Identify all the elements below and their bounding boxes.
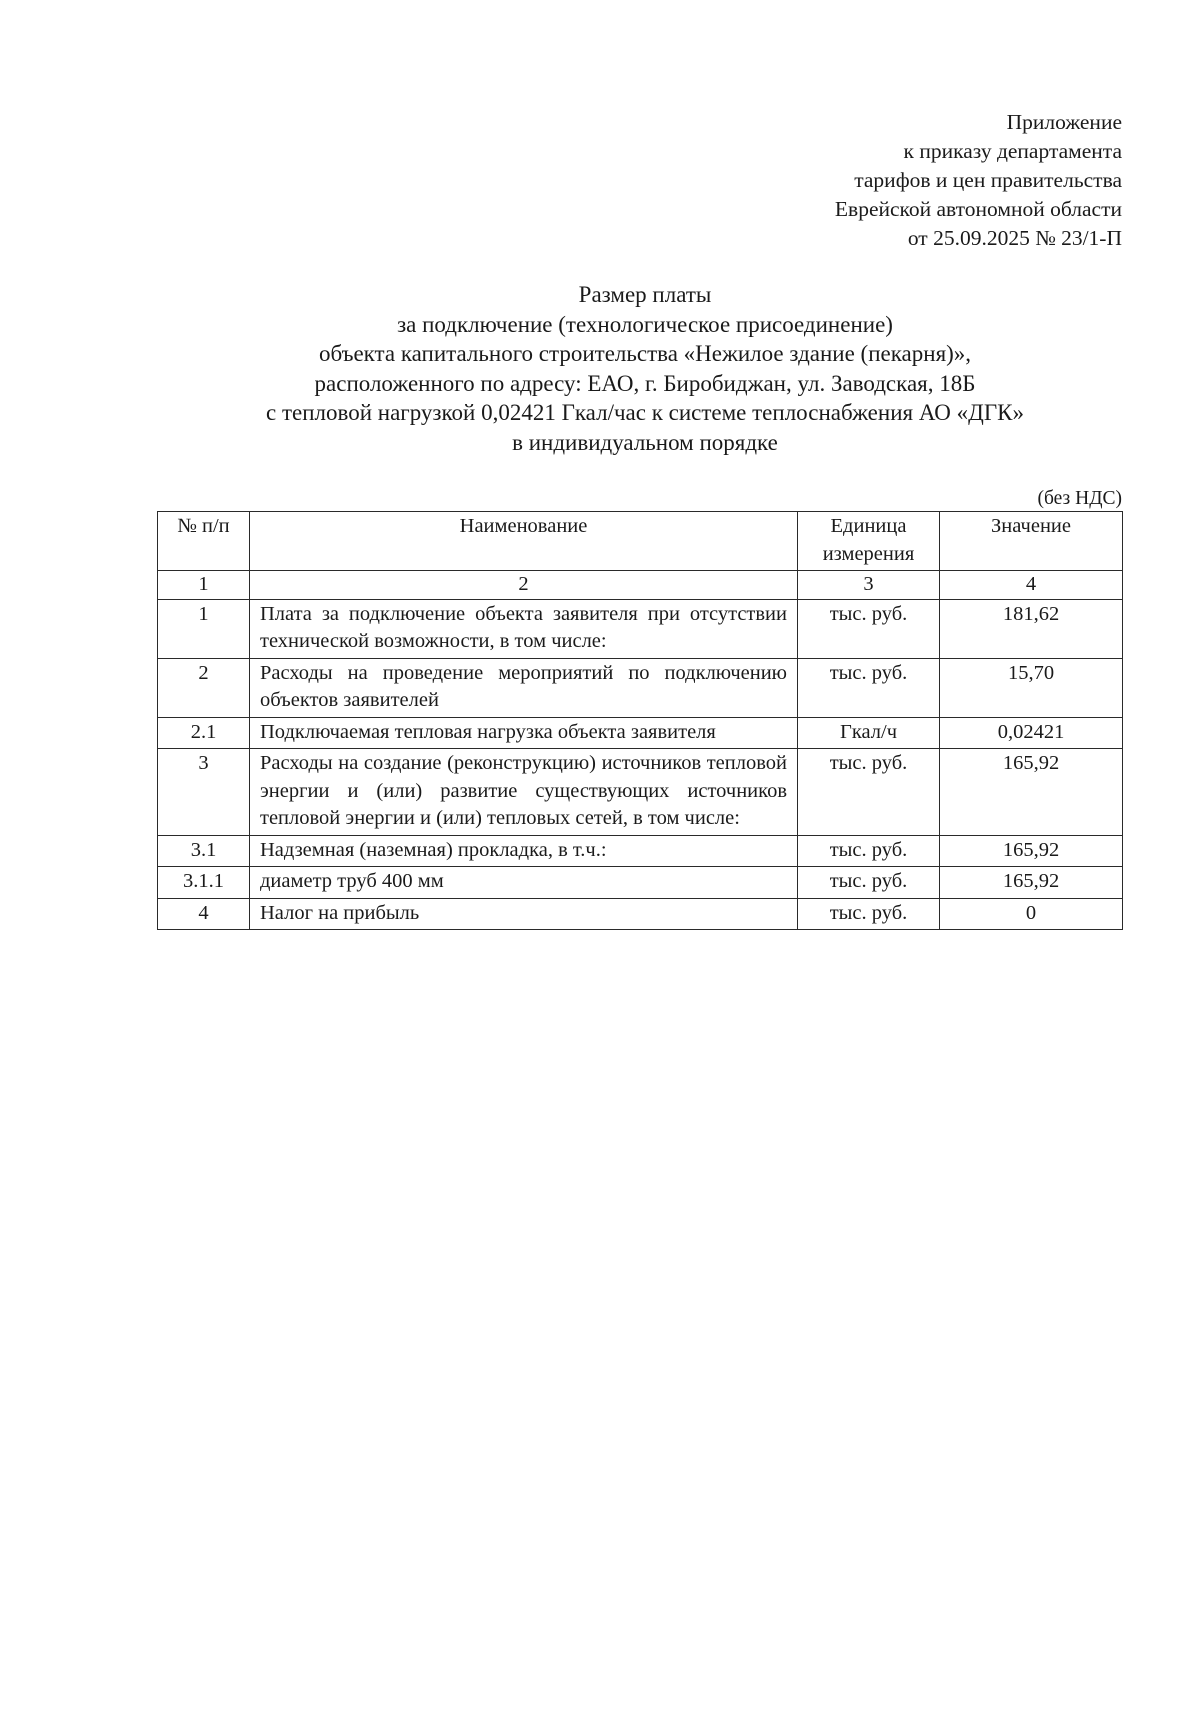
table-row bbox=[158, 867, 1123, 899]
title-line: расположенного по адресу: ЕАО, г. Биробиджан, ул. Заводская, 18Б bbox=[314, 370, 976, 396]
row-name: Подключаемая тепловая нагрузка объекта заявителя bbox=[250, 717, 798, 749]
appendix-line: Приложение bbox=[1006, 110, 1122, 134]
table-row bbox=[158, 749, 1123, 836]
appendix-line: к приказу департамента bbox=[903, 139, 1122, 163]
row-value: 181,62 bbox=[940, 599, 1123, 658]
row-num: 2 bbox=[158, 658, 250, 717]
row-value: 0,02421 bbox=[940, 717, 1123, 749]
appendix-block bbox=[835, 108, 1122, 253]
appendix-line: тарифов и цен правительства bbox=[854, 168, 1122, 192]
column-index-cell: 3 bbox=[798, 571, 940, 600]
header-num: № п/п bbox=[158, 512, 250, 571]
table-row bbox=[158, 835, 1123, 867]
row-num: 4 bbox=[158, 898, 250, 930]
row-num: 3 bbox=[158, 749, 250, 836]
table-row bbox=[158, 658, 1123, 717]
row-num: 3.1.1 bbox=[158, 867, 250, 899]
row-unit: Гкал/ч bbox=[798, 717, 940, 749]
header-value: Значение bbox=[940, 512, 1123, 571]
row-unit: тыс. руб. bbox=[798, 658, 940, 717]
tariff-table bbox=[157, 511, 1123, 930]
row-value: 165,92 bbox=[940, 749, 1123, 836]
document-title bbox=[130, 280, 1160, 457]
title-line: с тепловой нагрузкой 0,02421 Гкал/час к системе теплоснабжения АО «ДГК» bbox=[266, 400, 1024, 425]
title-line: объекта капитального строительства «Нежилое здание (пекарня)», bbox=[318, 341, 972, 366]
vat-note: (без НДС) bbox=[1037, 488, 1122, 509]
table-row bbox=[158, 599, 1123, 658]
title-line: Размер платы bbox=[578, 282, 712, 307]
header-name: Наименование bbox=[250, 512, 798, 571]
row-name: Налог на прибыль bbox=[250, 898, 798, 930]
table-row bbox=[158, 898, 1123, 930]
table-row bbox=[158, 717, 1123, 749]
row-name: Расходы на проведение мероприятий по подключению объектов заявителей bbox=[250, 658, 798, 717]
row-name: Расходы на создание (реконструкцию) источников тепловой энергии и (или) развитие существующих источников тепловой энергии и (или) тепловых сетей, в том числе: bbox=[250, 749, 798, 836]
title-line: в индивидуальном порядке bbox=[512, 429, 778, 455]
column-index-cell: 2 bbox=[250, 571, 798, 600]
row-unit: тыс. руб. bbox=[798, 898, 940, 930]
header-unit: Единица измерения bbox=[798, 512, 940, 571]
appendix-line: Еврейской автономной области bbox=[834, 197, 1122, 221]
appendix-order-date: от 25.09.2025 № 23/1-П bbox=[907, 226, 1122, 250]
row-num: 1 bbox=[158, 599, 250, 658]
row-name: Плата за подключение объекта заявителя при отсутствии технической возможности, в том числе: bbox=[250, 599, 798, 658]
table-header-row bbox=[158, 512, 1123, 571]
row-value: 15,70 bbox=[940, 658, 1123, 717]
row-num: 3.1 bbox=[158, 835, 250, 867]
row-unit: тыс. руб. bbox=[798, 835, 940, 867]
column-index-cell: 1 bbox=[158, 571, 250, 600]
row-name: диаметр труб 400 мм bbox=[250, 867, 798, 899]
row-value: 165,92 bbox=[940, 835, 1123, 867]
title-line: за подключение (технологическое присоединение) bbox=[397, 311, 893, 337]
column-index-cell: 4 bbox=[940, 571, 1123, 600]
row-num: 2.1 bbox=[158, 717, 250, 749]
row-unit: тыс. руб. bbox=[798, 749, 940, 836]
row-value: 165,92 bbox=[940, 867, 1123, 899]
row-name: Надземная (наземная) прокладка, в т.ч.: bbox=[250, 835, 798, 867]
row-value: 0 bbox=[940, 898, 1123, 930]
row-unit: тыс. руб. bbox=[798, 867, 940, 899]
row-unit: тыс. руб. bbox=[798, 599, 940, 658]
column-index-row bbox=[158, 571, 1123, 600]
